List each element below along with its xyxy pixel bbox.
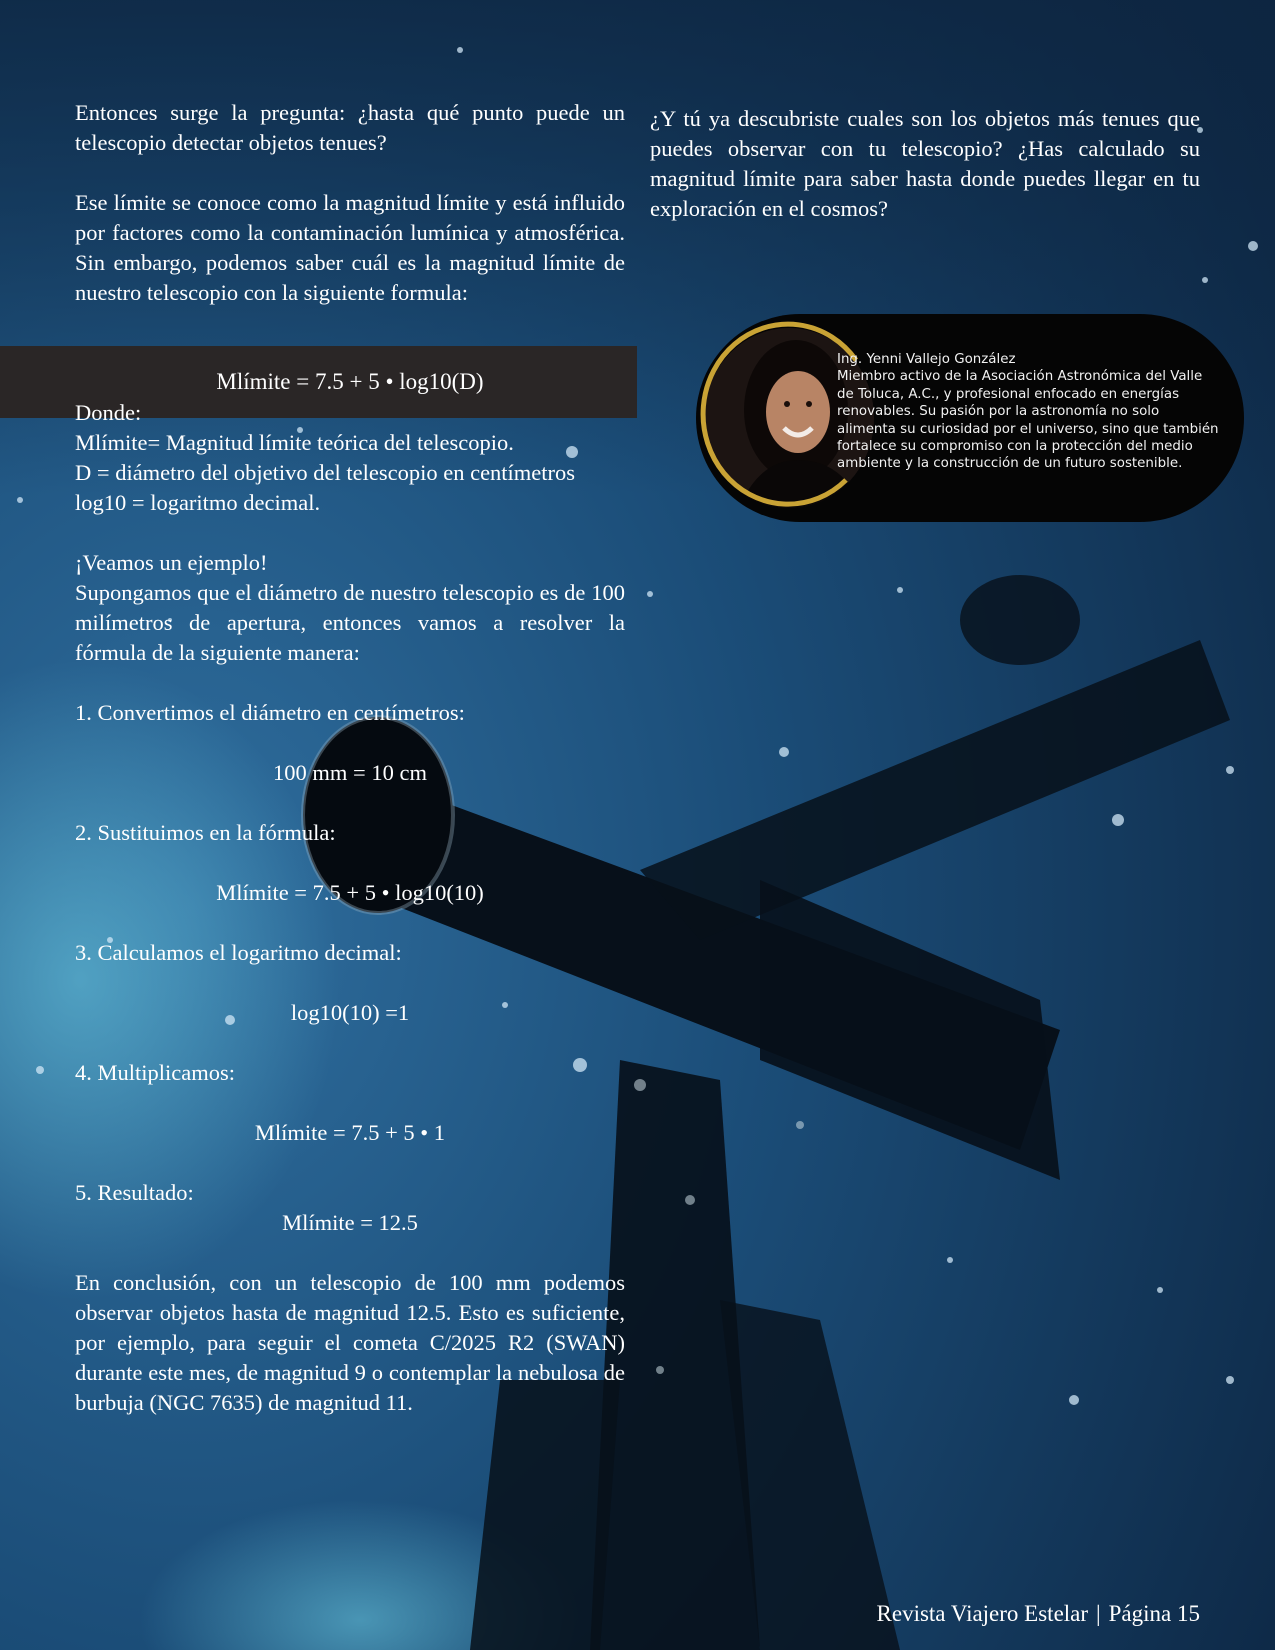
step-3-formula: log10(10) =1: [290, 1000, 410, 1025]
page-footer: [877, 1599, 1200, 1629]
closing-question: ¿Y tú ya descubriste cuales son los objetos más tenues que puedes observar con tu telescopio? ¿Has calculado su magnitud límite para saber hasta donde puedes llegar en tu exploración en el cosmos?: [650, 106, 1200, 221]
left-column: [75, 98, 625, 1418]
donde-label: Donde:: [75, 400, 142, 425]
footer-separator: |: [1096, 1601, 1101, 1626]
step-5-formula: Mlímite = 12.5: [282, 1210, 418, 1235]
step-2: 2. Sustituimos en la fórmula:: [75, 820, 336, 845]
step-1-formula: 100 mm = 10 cm: [273, 760, 427, 785]
example-title: ¡Veamos un ejemplo!: [75, 550, 268, 575]
right-column: [650, 104, 1200, 224]
definition-mlimite: Mlímite= Magnitud límite teórica del telescopio.: [75, 430, 514, 455]
conclusion-paragraph: En conclusión, con un telescopio de 100 mm podemos observar objetos hasta de magnitud 12.5. Esto es suficiente, por ejemplo, para seguir el cometa C/2025 R2 (SWAN) durante este mes, de magnitud 9 o contemplar la nebulosa de burbuja (NGC 7635) de magnitud 11.: [75, 1270, 625, 1415]
magazine-name: Revista Viajero Estelar: [876, 1601, 1089, 1626]
step-5: 5. Resultado:: [75, 1180, 194, 1205]
author-description: Miembro activo de la Asociación Astronómica del Valle de Toluca, A.C., y profesional enfocado en energías renovables. Su pasión por la astronomía no solo alimenta su curiosidad por el universo, sino que también fortalece su compromiso con la protección del medio ambiente y la construcción de un futuro sostenible.: [837, 369, 1219, 472]
intro-question: Entonces surge la pregunta: ¿hasta qué punto puede un telescopio detectar objetos tenues?: [75, 100, 625, 155]
page-number: Página 15: [1108, 1601, 1200, 1626]
definition-log: log10 = logaritmo decimal.: [75, 490, 321, 515]
example-text: Supongamos que el diámetro de nuestro telescopio es de 100 milímetros de apertura, entonces vamos a resolver la fórmula de la siguiente manera:: [75, 580, 625, 665]
step-2-formula: Mlímite = 7.5 + 5 • log10(10): [216, 880, 484, 905]
step-3: 3. Calculamos el logaritmo decimal:: [75, 940, 402, 965]
definition-d: D = diámetro del objetivo del telescopio en centímetros: [75, 460, 576, 485]
author-name: Ing. Yenni Vallejo González: [837, 352, 1016, 367]
main-formula: Mlímite = 7.5 + 5 • log10(D): [216, 369, 484, 394]
limit-paragraph: Ese límite se conoce como la magnitud límite y está influido por factores como la contaminación lumínica y atmosférica. Sin embargo, podemos saber cuál es la magnitud límite de nuestro telescopio con la siguiente formula:: [75, 190, 625, 305]
step-4-formula: Mlímite = 7.5 + 5 • 1: [254, 1120, 446, 1145]
step-1: 1. Convertimos el diámetro en centímetros:: [75, 700, 465, 725]
author-bio: [837, 351, 1222, 473]
step-4: 4. Multiplicamos:: [75, 1060, 235, 1085]
